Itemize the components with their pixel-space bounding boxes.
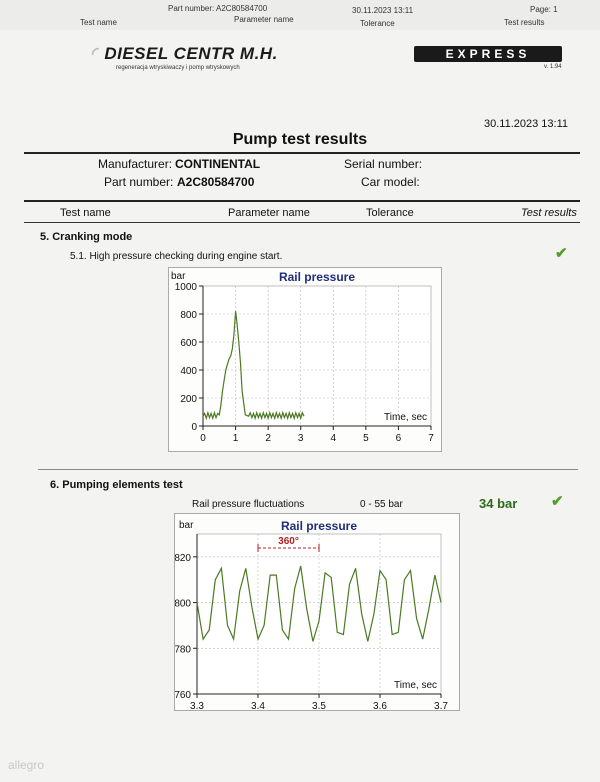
section-6-title: 6. Pumping elements test: [50, 479, 183, 491]
section-5-subtitle: 5.1. High pressure checking during engine start.: [70, 251, 283, 262]
section-6-tolerance: 0 - 55 bar: [360, 499, 403, 510]
x-tick-label: 3.3: [190, 701, 204, 710]
column-test-results: Test results: [521, 207, 577, 219]
chart-title: Rail pressure: [280, 519, 358, 533]
diesel-centr-logo: [92, 44, 278, 71]
x-tick-label: 7: [428, 433, 434, 444]
express-logo: [414, 46, 562, 62]
cranking-chart-box: [168, 267, 442, 452]
top-header-strip: [0, 0, 600, 30]
x-tick-label: 3.7: [434, 701, 448, 710]
y-tick-label: 1000: [174, 282, 197, 293]
x-tick-label: 6: [395, 433, 402, 444]
strip-test-name: Test name: [80, 18, 117, 27]
x-tick-label: 3.5: [312, 701, 326, 710]
title-divider: [24, 152, 580, 154]
report-title: Pump test results: [232, 131, 368, 148]
car-model-label: Car model:: [361, 175, 420, 189]
x-tick-label: 5: [363, 433, 369, 444]
serial-number-label: Serial number:: [344, 157, 423, 171]
y-tick-label: 400: [180, 366, 197, 377]
section-5-title: 5. Cranking mode: [40, 231, 133, 243]
report-datetime: 30.11.2023 13:11: [484, 118, 569, 130]
columns-bottom-divider: [24, 222, 580, 223]
y-tick-label: 200: [180, 394, 197, 405]
y-axis-label: bar: [171, 271, 186, 282]
strip-part-number: Part number: A2C80584700: [168, 4, 268, 13]
cranking-rail-pressure-chart: [169, 268, 441, 451]
x-tick-label: 4: [330, 433, 337, 444]
y-tick-label: 760: [175, 690, 191, 701]
x-tick-label: 2: [265, 433, 271, 444]
y-tick-label: 800: [175, 598, 191, 610]
column-test-name: Test name: [60, 207, 111, 219]
column-tolerance: Tolerance: [366, 207, 414, 219]
column-parameter-name: Parameter name: [228, 207, 310, 219]
strip-test-results: Test results: [504, 18, 545, 27]
x-tick-label: 3: [297, 433, 304, 444]
y-axis-label: bar: [179, 520, 194, 531]
strip-parameter-name: Parameter name: [234, 15, 294, 24]
pumping-chart-box: [174, 513, 460, 711]
x-tick-label: 3.4: [251, 701, 265, 710]
strip-page: Page: 1: [530, 5, 558, 14]
x-tick-label: 1: [232, 433, 239, 444]
section-6-result: 34 bar: [479, 496, 518, 511]
y-tick-label: 0: [191, 422, 197, 433]
annotation-label: 360°: [278, 536, 299, 547]
manufacturer-value: CONTINENTAL: [175, 157, 261, 171]
x-tick-label: 3.6: [373, 701, 387, 710]
manufacturer-label: Manufacturer:: [98, 157, 173, 171]
x-axis-label: Time, sec: [384, 412, 427, 423]
y-tick-label: 780: [175, 644, 191, 656]
checkmark-icon: ✔: [551, 493, 564, 510]
logo-swoosh-icon: ◜: [92, 44, 105, 63]
part-number-value: A2C80584700: [177, 175, 255, 189]
x-tick-label: 0: [200, 433, 206, 444]
y-tick-label: 800: [180, 310, 197, 321]
part-number-label: Part number:: [104, 175, 174, 189]
strip-tolerance: Tolerance: [360, 19, 395, 28]
brand-name: DIESEL CENTR M.H.: [104, 44, 278, 63]
brand-tagline: regeneracja wtryskiwaczy i pomp wtryskowych: [116, 65, 240, 71]
columns-top-divider: [24, 200, 580, 202]
express-logo-text: EXPRESS: [445, 47, 531, 61]
y-tick-label: 600: [180, 338, 197, 349]
y-tick-label: 820: [175, 552, 191, 564]
version-label: v. 1.94: [544, 64, 562, 70]
plot-area: [203, 286, 431, 426]
section-6-parameter: Rail pressure fluctuations: [192, 499, 305, 510]
section-divider: [38, 469, 578, 470]
checkmark-icon: ✔: [555, 245, 568, 262]
chart-title: Rail pressure: [278, 270, 356, 284]
watermark: allegro: [8, 758, 45, 772]
pumping-rail-pressure-chart: [175, 514, 459, 710]
x-axis-label: Time, sec: [394, 680, 437, 691]
strip-date: 30.11.2023 13:11: [352, 6, 414, 15]
